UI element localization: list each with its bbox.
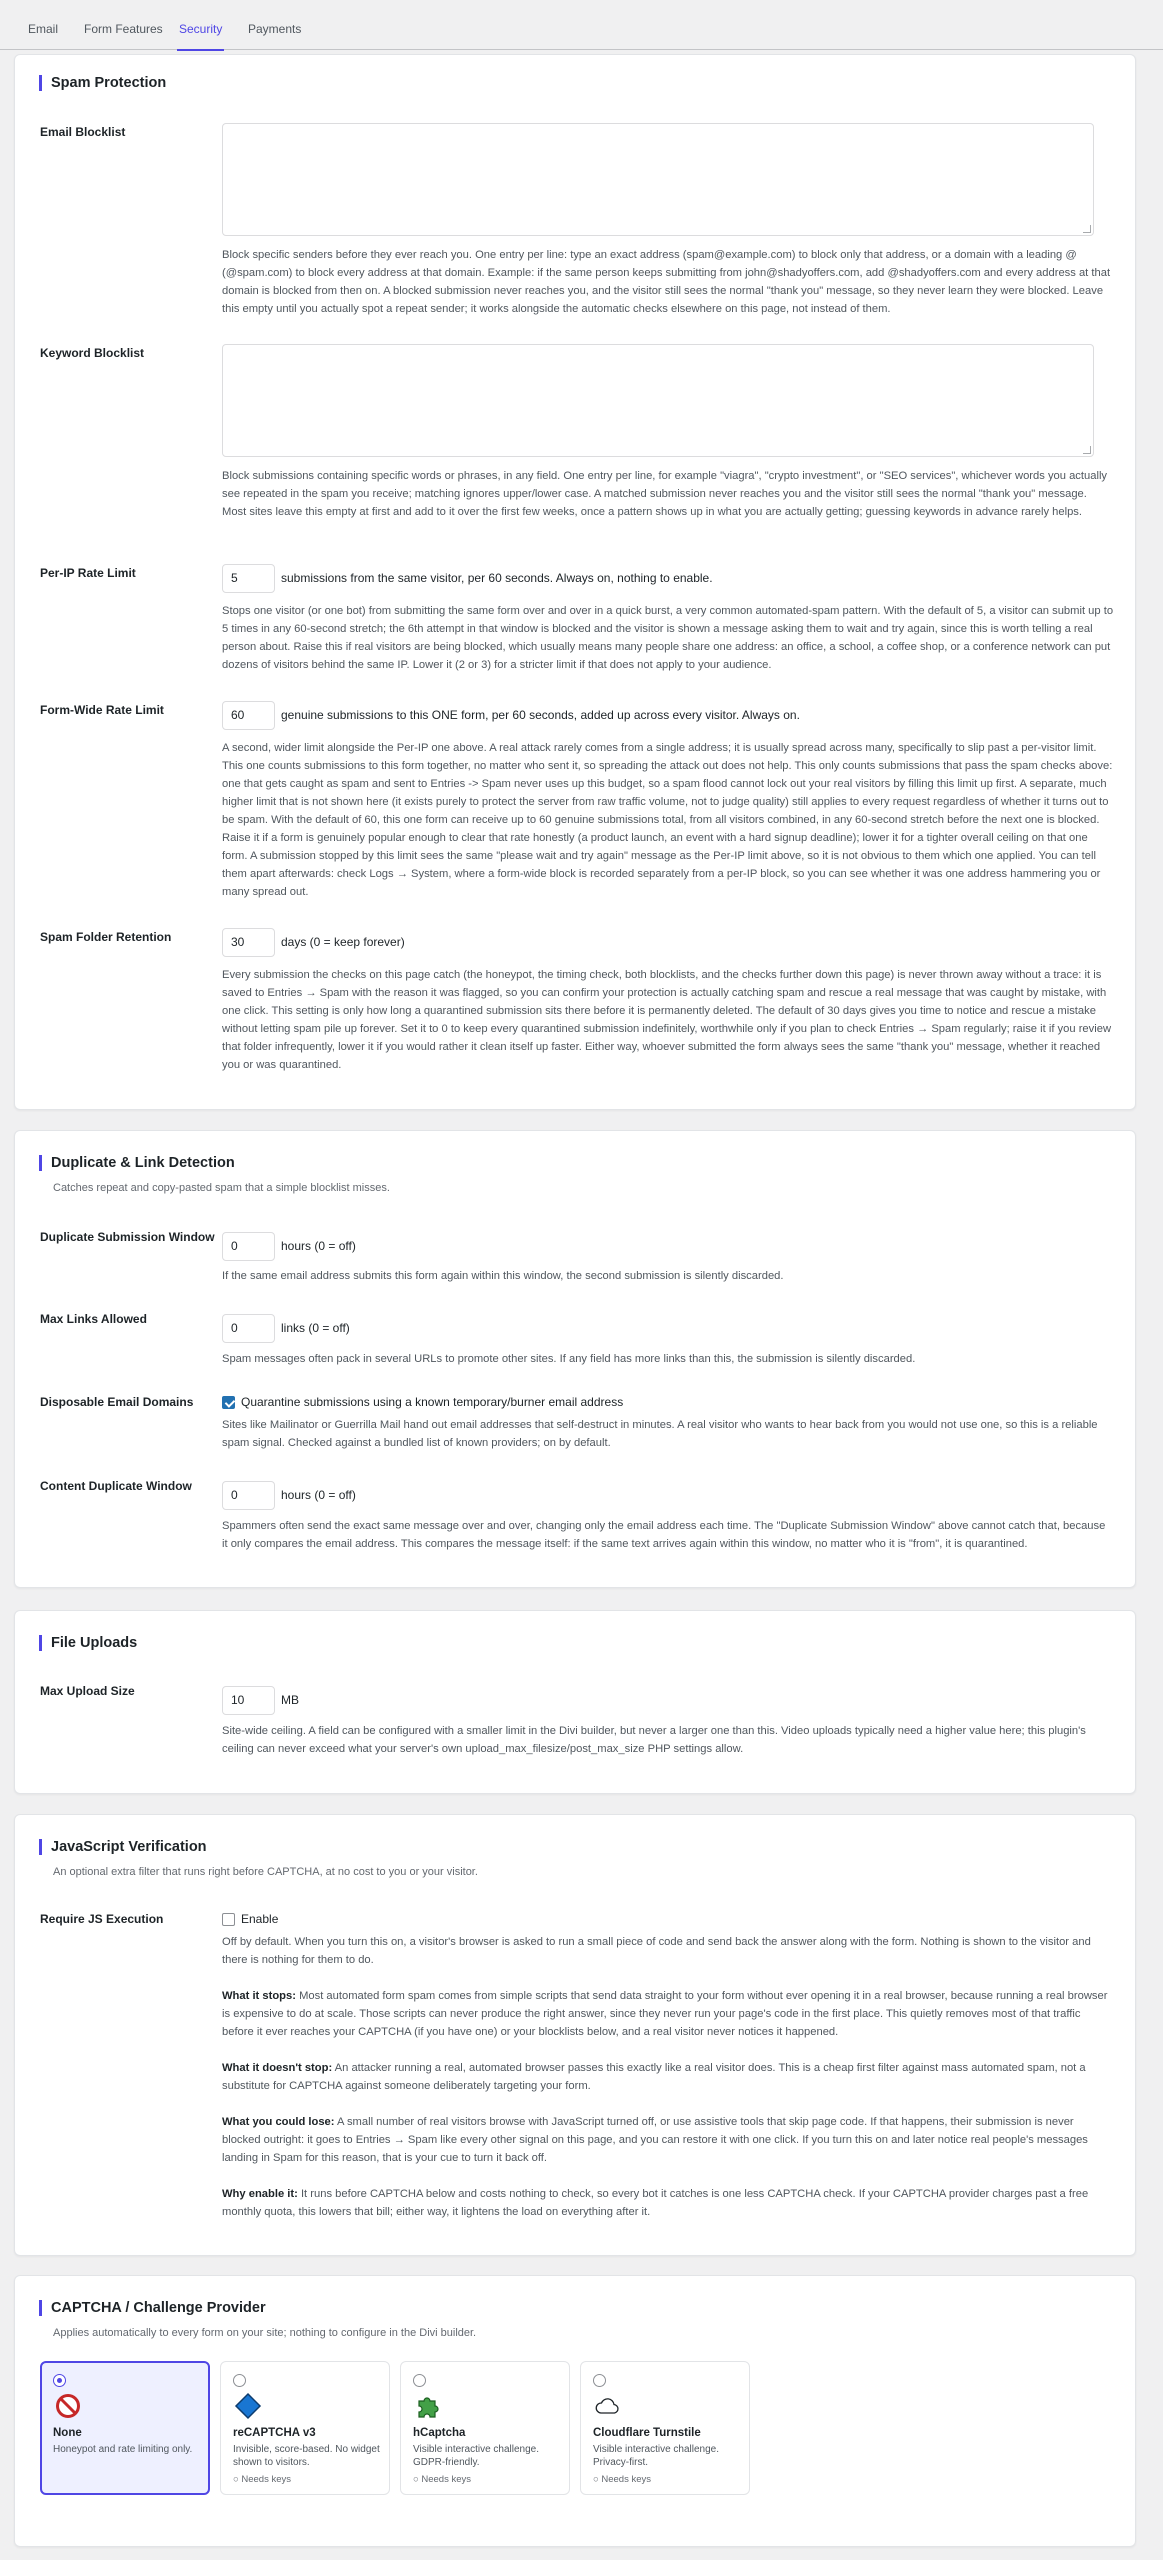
tab-security[interactable]: Security (177, 20, 224, 51)
captcha-option-turnstile[interactable] (580, 2361, 750, 2495)
section-title: CAPTCHA / Challenge Provider (39, 2300, 266, 2316)
file-uploads-card (14, 1610, 1136, 1794)
option-name: None (53, 2427, 82, 2439)
section-title: File Uploads (39, 1635, 137, 1651)
option-description: Honeypot and rate limiting only. (53, 2444, 193, 2455)
spam-retention-label: Spam Folder Retention (40, 930, 172, 944)
form-wide-rate-limit-description: A second, wider limit alongside the Per-IP one above. A real attack rarely comes from a single address; it is usually spread across many, specifically to slip past a per-visitor limit. This one counts submissions to this form together, no matter who sent it, so spreading the attack out does not help. This only counts submissions that pass the spam checks above: one that gets caught as spam and sent to Entries -> Spam never uses up this budget, so a spam flood cannot lock out your real visitors by filling this limit up first. A separate, much higher limit that is not shown here (it exists purely to protect the server from raw traffic volume, not to judge quality) still applies to every request regardless of whether it turns out to be spam. With the default of 60, this one form can receive up to 60 genuine submissions total, from all visitors combined, in any 60-second stretch before the next one is blocked. Raise it if a form is genuinely popular enough to clear that rate honestly (a product launch, an event with a hard signup deadline); lower it for a tighter overall ceiling on that one form. A submission stopped by this limit sees the same "please wait and try again" message as the Per-IP limit above, so it is not obvious to them which one applied. You can tell them apart afterwards: check Logs → System, where a form-wide block is recorded separately from a per-IP block, so you can see whether it was one address hammering you or many spread out. (222, 742, 1113, 898)
needs-keys-badge: ○ Needs keys (413, 2474, 472, 2485)
option-description: Invisible, score-based. No widget shown to visitors. (233, 2444, 380, 2468)
disposable-domains-checkbox-label[interactable]: Quarantine submissions using a known temporary/burner email address (241, 1395, 624, 1409)
duplicate-window-description: If the same email address submits this form again within this window, the second submission is silently discarded. (222, 1270, 784, 1282)
radio-button[interactable] (233, 2374, 246, 2387)
spam-retention-description: Every submission the checks on this page catch (the honeypot, the timing check, both blocklists, and the checks further down this page) is never thrown away without a trace: it is saved to Entries → Spam with the reason it was flagged, so you can confirm your protection is actually catching spam and rescue a real message that was caught by mistake, with one click. This setting is only how long a quarantined submission sits there before it is permanently deleted. The default of 30 days gives you time to notice and rescue a mistake without letting spam pile up forever. Set it to 0 to keep every quarantined submission indefinitely, worthwhile only if you plan to check Entries → Spam regularly; raise it if you review that folder infrequently, lower it if you would rather it clean itself up faster. Either way, whoever submitted the form always sees the same "thank you" message, whether it reached you or was quarantined. (222, 969, 1112, 1071)
max-upload-size-description: Site-wide ceiling. A field can be configured with a smaller limit in the Divi builder, but never a larger one than this. Video uploads typically need a higher value here; this plugin's ceiling can never exceed what your server's own upload_max_filesize/post_max_size PHP settings allow. (222, 1725, 1086, 1755)
section-subtitle: Applies automatically to every form on your site; nothing to configure in the Divi builder. (53, 2327, 477, 2339)
form-wide-rate-limit-unit: genuine submissions to this ONE form, per 60 seconds, added up across every visitor. Always on. (281, 708, 800, 722)
section-subtitle: An optional extra filter that runs right before CAPTCHA, at no cost to you or your visitor. (53, 1866, 478, 1878)
tab-email[interactable]: Email (28, 22, 59, 36)
needs-keys-badge: ○ Needs keys (233, 2474, 292, 2485)
spam-protection-card (14, 54, 1136, 1110)
captcha-option-none[interactable] (40, 2361, 210, 2495)
duplicate-window-label: Duplicate Submission Window (40, 1230, 215, 1244)
form-wide-rate-limit-label: Form-Wide Rate Limit (40, 703, 164, 717)
spam-retention-unit: days (0 = keep forever) (281, 935, 405, 949)
max-upload-size-label: Max Upload Size (40, 1684, 135, 1698)
captcha-provider-card (14, 2275, 1136, 2547)
email-blocklist-textarea[interactable] (222, 123, 1094, 236)
duplicate-link-card (14, 1130, 1136, 1588)
keyword-blocklist-label: Keyword Blocklist (40, 346, 145, 360)
max-links-input[interactable]: 0 (222, 1314, 275, 1343)
js-verification-card (14, 1814, 1136, 2256)
require-js-checkbox-label[interactable]: Enable (241, 1912, 279, 1926)
captcha-option-recaptcha[interactable] (220, 2361, 390, 2495)
radio-button[interactable] (593, 2374, 606, 2387)
max-upload-size-unit: MB (281, 1693, 299, 1707)
keyword-blocklist-description: Block submissions containing specific words or phrases, in any field. One entry per line, for example "viagra", "crypto investment", or "SEO services", whichever words you actually see repeated in the spam you receive; matching ignores upper/lower case. A matched submission never reaches you and the visitor still sees the normal "thank you" message. Most sites leave this empty at first and add to it over the first few weeks, once a pattern shows up in what you are actually getting; guessing keywords in advance rarely helps. (222, 470, 1108, 518)
form-wide-rate-limit-input[interactable]: 60 (222, 701, 275, 730)
content-duplicate-input[interactable]: 0 (222, 1481, 275, 1510)
option-name: reCAPTCHA v3 (233, 2427, 316, 2439)
keyword-blocklist-textarea[interactable] (222, 344, 1094, 457)
require-js-checkbox[interactable] (222, 1913, 235, 1926)
duplicate-window-unit: hours (0 = off) (281, 1239, 356, 1253)
max-upload-size-input[interactable]: 10 (222, 1686, 275, 1715)
email-blocklist-description: Block specific senders before they ever reach you. One entry per line: type an exact address (spam@example.com) to block only that address, or a domain with a leading @ (@spam.com) to block every address at that domain. Example: if the same person keeps submitting from john@shadyoffers.com, add @shadyoffers.com and every address at that domain is blocked from then on. A blocked submission never reaches you, and the visitor still sees the normal "thank you" message, so they never learn they were blocked. Leave this empty until you actually spot a repeat sender; it works alongside the automatic checks elsewhere on this page, not instead of them. (222, 249, 1111, 315)
duplicate-window-input[interactable]: 0 (222, 1232, 275, 1261)
radio-button[interactable] (53, 2374, 66, 2387)
option-description: Visible interactive challenge. Privacy-first. (593, 2444, 720, 2468)
content-duplicate-label: Content Duplicate Window (40, 1479, 192, 1493)
per-ip-rate-limit-label: Per-IP Rate Limit (40, 566, 136, 580)
what-it-stops-description: What it stops: Most automated form spam comes from simple scripts that send data straight to your form without ever opening it in a real browser, because running a real browser is expensive to do at scale. Those scripts can never produce the right answer, since they never run your page's code in the first place. This quietly removes most of that traffic before it ever reaches your CAPTCHA (if you have one) or your blocklists below, and a real visitor never notices it happened. (222, 1990, 1108, 2038)
require-js-label: Require JS Execution (40, 1912, 164, 1926)
why-enable-it-description: Why enable it: It runs before CAPTCHA below and costs nothing to check, so every bot it catches is one less CAPTCHA check. If your CAPTCHA provider charges past a free monthly quota, this lowers that bill; either way, it lightens the load on everything after it. (222, 2188, 1089, 2218)
captcha-option-hcaptcha[interactable] (400, 2361, 570, 2495)
content-duplicate-description: Spammers often send the exact same message over and over, changing only the email address each time. The "Duplicate Submission Window" above cannot catch that, because it only compares the email address. This compares the message itself: if the same text arrives again within this window, no matter who it is "from", it is quarantined. (222, 1520, 1106, 1550)
option-description: Visible interactive challenge. GDPR-friendly. (413, 2444, 540, 2468)
section-title: JavaScript Verification (39, 1839, 207, 1855)
section-subtitle: Catches repeat and copy-pasted spam that a simple blocklist misses. (53, 1182, 390, 1194)
tab-form-features[interactable]: Form Features (84, 22, 163, 36)
content-duplicate-unit: hours (0 = off) (281, 1488, 356, 1502)
max-links-label: Max Links Allowed (40, 1312, 147, 1326)
cloud-icon (594, 2392, 622, 2420)
needs-keys-badge: ○ Needs keys (593, 2474, 652, 2485)
max-links-unit: links (0 = off) (281, 1321, 350, 1335)
require-js-description: Off by default. When you turn this on, a visitor's browser is asked to run a small piece of code and send back the answer along with the form. Nothing is shown to the visitor and there is nothing for them to do. (222, 1936, 1091, 1966)
no-entry-icon (54, 2392, 82, 2420)
option-name: Cloudflare Turnstile (593, 2427, 701, 2439)
disposable-domains-checkbox[interactable] (222, 1396, 235, 1409)
max-links-description: Spam messages often pack in several URLs to promote other sites. If any field has more links than this, the submission is silently discarded. (222, 1353, 916, 1365)
puzzle-piece-icon (414, 2392, 442, 2420)
email-blocklist-label: Email Blocklist (40, 125, 126, 139)
per-ip-rate-limit-input[interactable]: 5 (222, 564, 275, 593)
settings-tabs (0, 0, 1163, 50)
spam-retention-input[interactable]: 30 (222, 928, 275, 957)
option-name: hCaptcha (413, 2427, 466, 2439)
tab-payments[interactable]: Payments (248, 22, 302, 36)
per-ip-rate-limit-description: Stops one visitor (or one bot) from submitting the same form over and over in a quick burst, a very common automated-spam pattern. With the default of 5, a visitor can submit up to 5 times in any 60-second stretch; the 6th attempt in that window is blocked and the visitor is shown a message asking them to wait and try again, since this is worth telling a real person about. Raise this if real visitors are being blocked, which usually means many people share one address: an office, a school, a coffee shop, or a conference network can put dozens of visitors behind the same IP. Lower it (2 or 3) for a stricter limit if that does not apply to your audience. (222, 605, 1114, 671)
section-title: Duplicate & Link Detection (39, 1155, 235, 1171)
section-title: Spam Protection (39, 75, 166, 91)
disposable-domains-description: Sites like Mailinator or Guerrilla Mail hand out email addresses that self-destruct in minutes. A real visitor who wants to hear back from you would not use one, so this is a reliable spam signal. Checked against a bundled list of known providers; on by default. (222, 1419, 1098, 1449)
what-you-could-lose-description: What you could lose: A small number of real visitors browse with JavaScript turned off, or use assistive tools that skip page code. If that happens, their submission is never blocked outright: it goes to Entries → Spam like every other signal on this page, and you can restore it with one click. If you turn this on and later notice real people's messages landing in Spam for this reason, that is your cue to turn it back off. (222, 2116, 1088, 2164)
disposable-domains-label: Disposable Email Domains (40, 1395, 194, 1409)
radio-button[interactable] (413, 2374, 426, 2387)
blue-diamond-icon (234, 2392, 262, 2420)
what-it-doesnt-stop-description: What it doesn't stop: An attacker running a real, automated browser passes this exactly like a real visitor does. This is a cheap first filter against mass automated spam, not a substitute for CAPTCHA against someone deliberately targeting your form. (222, 2062, 1086, 2092)
per-ip-rate-limit-unit: submissions from the same visitor, per 60 seconds. Always on, nothing to enable. (281, 571, 713, 585)
